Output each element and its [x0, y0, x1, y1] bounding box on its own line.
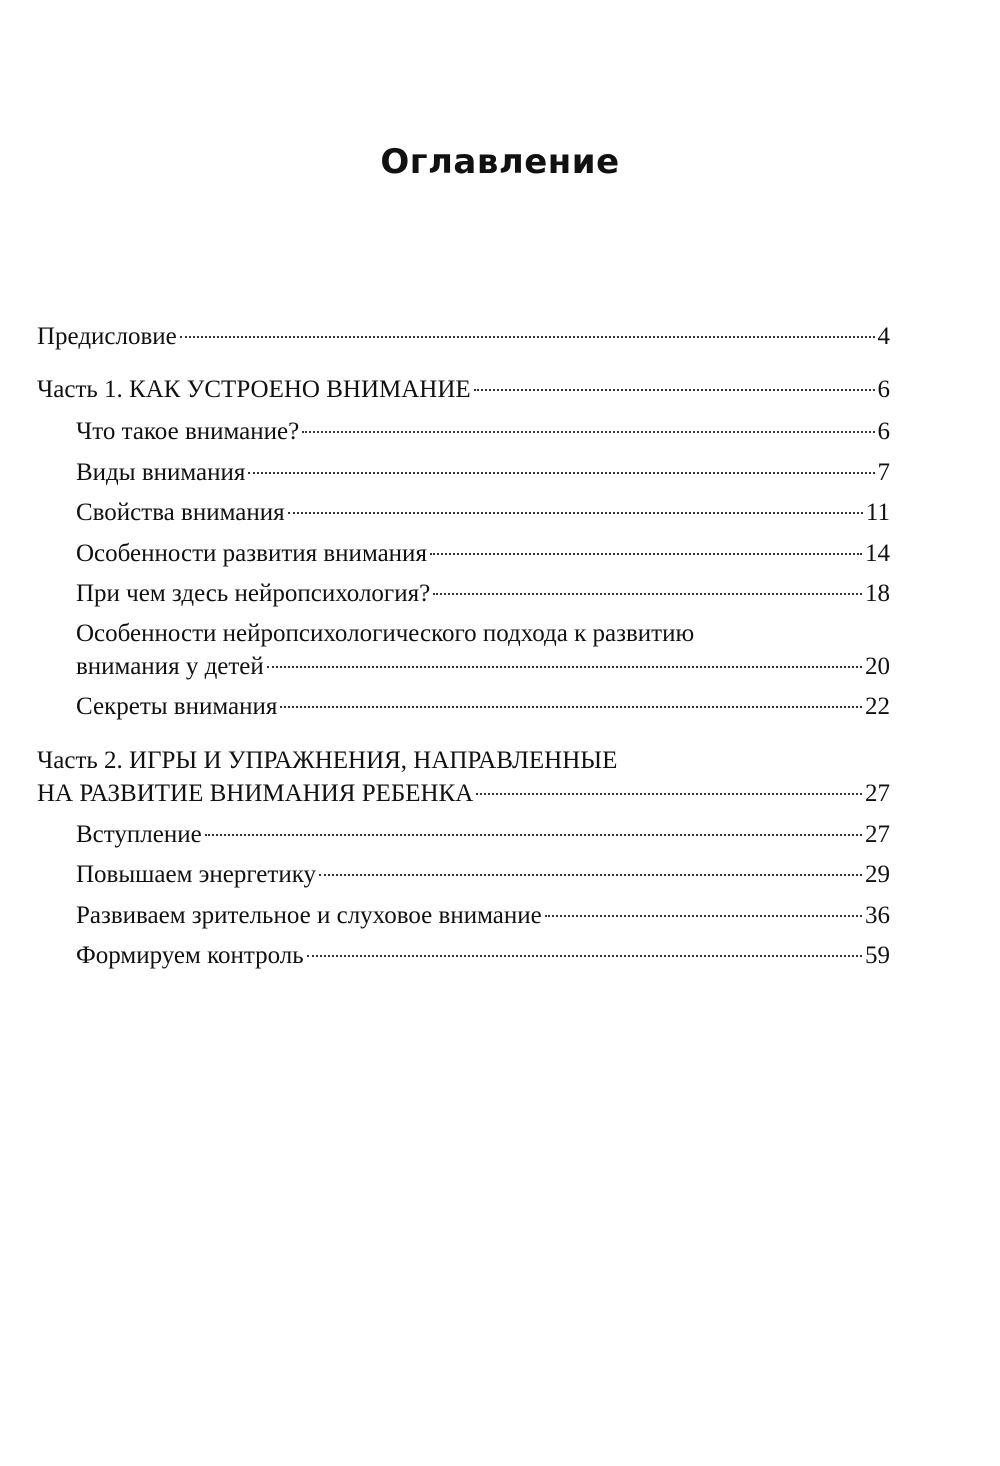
dot-leader	[433, 593, 862, 595]
toc-entry-label: Виды внимания	[76, 459, 246, 486]
dot-leader	[474, 389, 875, 391]
toc-entry-page: 11	[865, 499, 890, 526]
dot-leader	[205, 834, 862, 836]
toc-entry[interactable]	[76, 858, 890, 892]
toc-entry[interactable]	[76, 537, 890, 571]
dot-leader	[476, 793, 862, 795]
toc-entry-page: 6	[877, 376, 890, 403]
toc-entry-label: Особенности развития внимания	[76, 540, 427, 567]
toc-entry-page: 4	[877, 323, 890, 350]
dot-leader	[288, 512, 863, 514]
dot-leader	[280, 706, 862, 708]
toc-entry-label: Предисловие	[37, 323, 177, 350]
toc-entry-page: 7	[877, 459, 890, 486]
toc-entry-page: 36	[865, 902, 890, 929]
toc-entry[interactable]	[76, 415, 890, 449]
toc-entry-page: 27	[865, 821, 890, 848]
toc-entry-page: 14	[865, 540, 890, 567]
toc-entry-label: Секреты внимания	[76, 693, 278, 720]
toc-entry-label: При чем здесь нейропсихология?	[76, 580, 431, 607]
toc-entry[interactable]	[76, 577, 890, 611]
toc-entry[interactable]	[76, 496, 890, 530]
toc-entry-page: 22	[865, 693, 890, 720]
toc-entry-page: 27	[865, 780, 890, 807]
toc-entry[interactable]	[76, 456, 890, 490]
toc-entry-preface[interactable]	[37, 320, 890, 354]
dot-leader	[307, 955, 862, 957]
toc-entry[interactable]	[76, 818, 890, 852]
toc-entry-page: 18	[865, 580, 890, 607]
toc-entry-label: Развиваем зрительное и слуховое внимание	[76, 902, 542, 929]
dot-leader	[430, 553, 862, 555]
toc-entry-label-line1[interactable]: Особенности нейропсихологического подхода к развитию	[76, 620, 695, 647]
toc-entry-label: НА РАЗВИТИЕ ВНИМАНИЯ РЕБЕНКА	[37, 780, 474, 807]
toc-entry[interactable]	[76, 899, 890, 933]
toc-entry-label: Вступление	[76, 821, 202, 848]
toc-entry-label: Что такое внимание?	[76, 418, 300, 445]
dot-leader	[180, 336, 875, 338]
toc-entry-label: Повышаем энергетику	[76, 861, 316, 888]
dot-leader	[545, 915, 862, 917]
toc-entry-label: внимания у детей	[76, 653, 264, 680]
toc-entry-part-2-line1[interactable]: Часть 2. ИГРЫ И УПРАЖНЕНИЯ, НАПРАВЛЕННЫЕ	[37, 747, 618, 774]
toc-entry-label: Формируем контроль	[76, 942, 304, 969]
toc-entry-part-2[interactable]	[37, 777, 890, 811]
toc-entry-page: 29	[865, 861, 890, 888]
toc-entry[interactable]	[76, 650, 890, 684]
toc-entry-label: Свойства внимания	[76, 499, 285, 526]
toc-entry-page: 20	[865, 653, 890, 680]
dot-leader	[302, 431, 874, 433]
dot-leader	[267, 666, 862, 668]
toc-entry[interactable]	[76, 690, 890, 724]
page-title: Оглавление	[380, 142, 620, 182]
toc-entry-label: Часть 1. КАК УСТРОЕНО ВНИМАНИЕ	[37, 376, 471, 403]
toc-entry-part-1[interactable]	[37, 373, 890, 407]
dot-leader	[319, 874, 862, 876]
toc-entry[interactable]	[76, 939, 890, 973]
dot-leader	[248, 472, 874, 474]
toc-entry-page: 59	[865, 942, 890, 969]
toc-entry-page: 6	[877, 418, 890, 445]
